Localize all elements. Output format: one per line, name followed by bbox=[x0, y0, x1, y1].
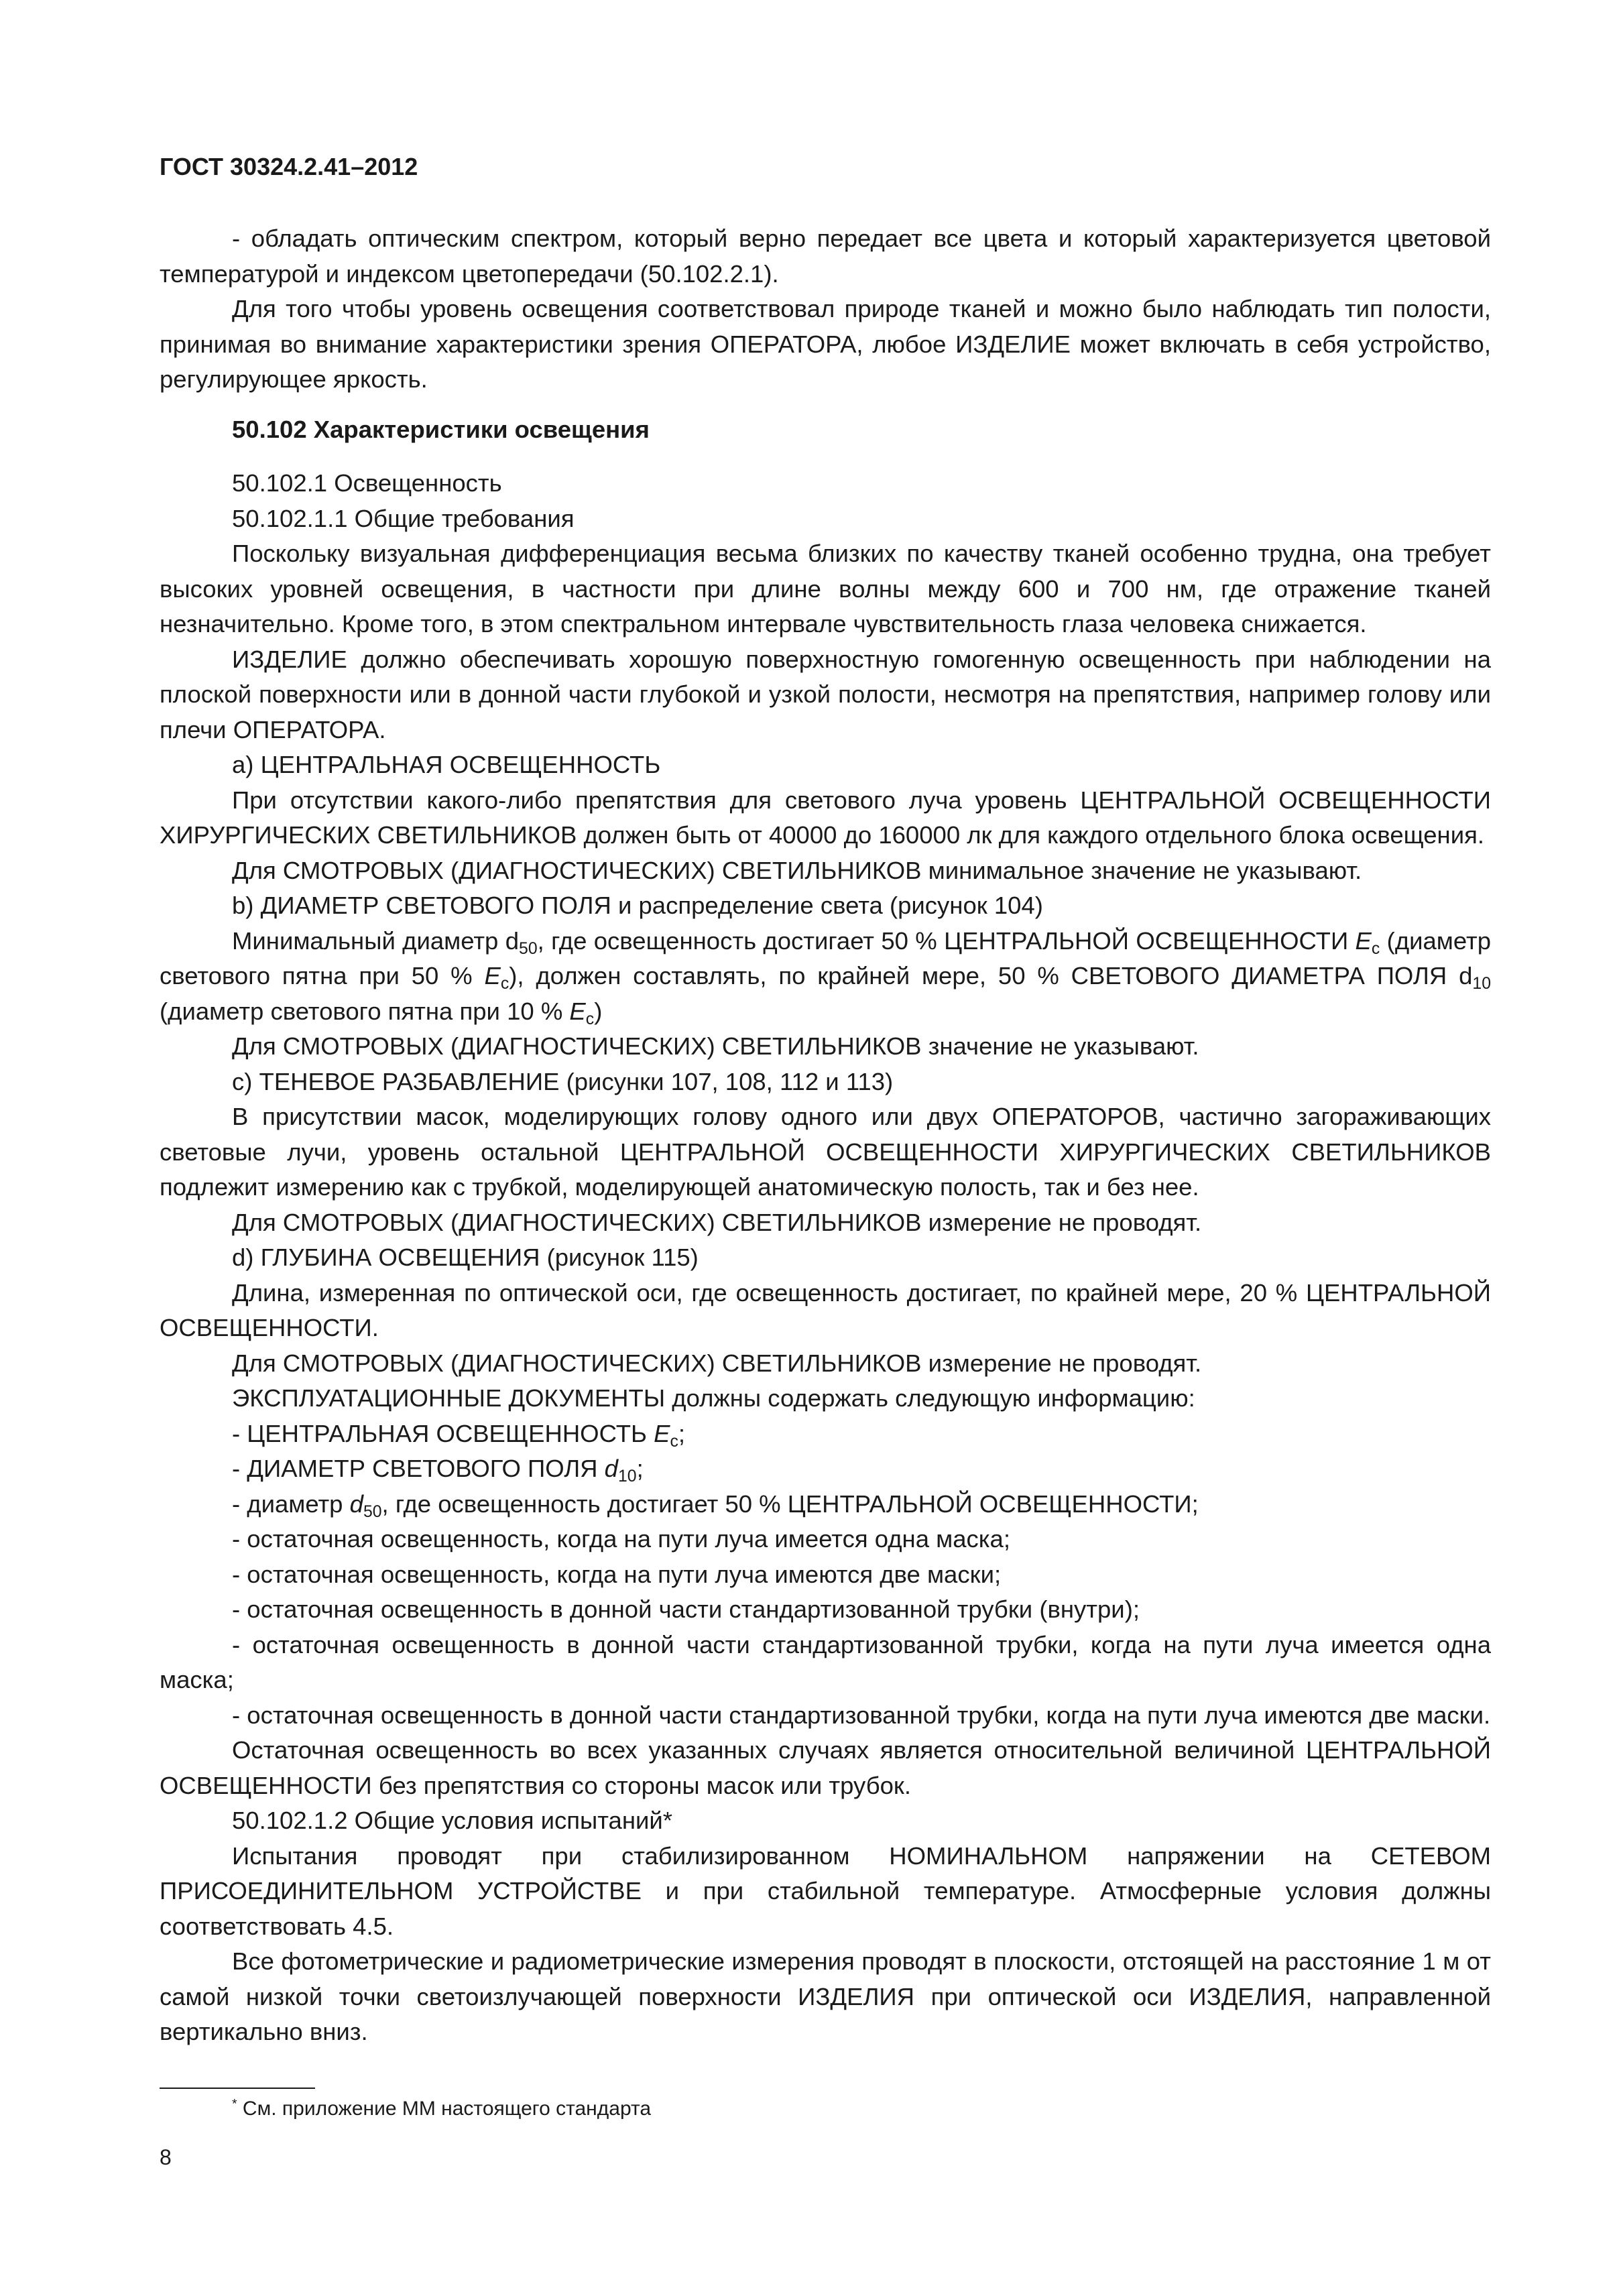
page-number: 8 bbox=[160, 2145, 172, 2169]
list-item-tube-one-mask: - остаточная освещенность в донной части стандартизованной трубки, когда на пути луча имеется одна маска; bbox=[160, 1630, 1491, 1693]
subsection-5010212: 50.102.1.2 Общие условия испытаний* bbox=[232, 1807, 672, 1834]
list-item-diameter-d50: - диаметр $d_{50}$, где освещенность достигает 50 % ЦЕНТРАЛЬНОЙ ОСВЕЩЕННОСТИ; bbox=[232, 1490, 1199, 1521]
paragraph-light-field-diameter: Минимальный диаметр $d_{50}$, где освещенность достигает 50 % ЦЕНТРАЛЬНОЙ ОСВЕЩЕННОСТИ $E_c$ (диаметр светового пятна при 50 % $E_c$), должен составлять, по крайней мере, 50 % СВЕТОВОГО ДИАМЕТРА ПОЛЯ $d_{10}$ (диаметр светового пятна при 10 % $E_c$) bbox=[160, 926, 1492, 1028]
footnote-separator bbox=[160, 2088, 315, 2089]
paragraph-central-illuminance: При отсутствии какого-либо препятствия для светового луча уровень ЦЕНТРАЛЬНОЙ ОСВЕЩЕННОСТИ ХИРУРГИЧЕСКИХ СВЕТИЛЬНИКОВ должен быть от 40000 до 160000 лк для каждого отдельного блока освещения. bbox=[160, 786, 1491, 849]
paragraph-b-diagnostic: Для СМОТРОВЫХ (ДИАГНОСТИЧЕСКИХ) СВЕТИЛЬНИКОВ значение не указывают. bbox=[232, 1032, 1199, 1060]
list-item-tube-two-masks: - остаточная освещенность в донной части стандартизованной трубки, когда на пути луча имеются две маски. bbox=[232, 1701, 1491, 1729]
footnote-mark: * bbox=[232, 2096, 237, 2112]
list-item-one-mask: - остаточная освещенность, когда на пути луча имеется одна маска; bbox=[232, 1525, 1010, 1553]
item-c-title: c) ТЕНЕВОЕ РАЗБАВЛЕНИЕ (рисунки 107, 108, 112 и 113) bbox=[232, 1067, 894, 1095]
list-item-tube-inside: - остаточная освещенность в донной части стандартизованной трубки (внутри); bbox=[232, 1595, 1140, 1623]
list-item-central-illuminance: - ЦЕНТРАЛЬНАЯ ОСВЕЩЕННОСТЬ $E_c$; bbox=[232, 1419, 686, 1451]
paragraph-brightness: Для того чтобы уровень освещения соответствовал природе тканей и можно было наблюдать тип полости, принимая во внимание характеристики зрения ОПЕРАТОРА, любое ИЗДЕЛИЕ может включать в себя устройство, регулирующее яркость. bbox=[160, 295, 1491, 393]
paragraph-spectrum: - обладать оптическим спектром, который верно передает все цвета и который характеризуется цветовой температурой и индексом цветопередачи (50.102.2.1). bbox=[160, 225, 1491, 288]
paragraph-a-diagnostic: Для СМОТРОВЫХ (ДИАГНОСТИЧЕСКИХ) СВЕТИЛЬНИКОВ минимальное значение не указывают. bbox=[232, 856, 1362, 884]
paragraph-c-diagnostic: Для СМОТРОВЫХ (ДИАГНОСТИЧЕСКИХ) СВЕТИЛЬНИКОВ измерение не проводят. bbox=[232, 1208, 1202, 1236]
paragraph-photometric: Все фотометрические и радиометрические измерения проводят в плоскости, отстоящей на расстояние 1 м от самой низкой точки светоизлучающей поверхности ИЗДЕЛИЯ при оптической оси ИЗДЕЛИЯ, направленной вертикально вниз. bbox=[160, 1947, 1491, 2045]
item-b-title: b) ДИАМЕТР СВЕТОВОГО ПОЛЯ и распределение света (рисунок 104) bbox=[232, 892, 1043, 919]
document-body bbox=[160, 221, 1491, 2050]
paragraph-d-diagnostic: Для СМОТРОВЫХ (ДИАГНОСТИЧЕСКИХ) СВЕТИЛЬНИКОВ измерение не проводят. bbox=[232, 1349, 1202, 1377]
paragraph-shadow-dilution: В присутствии масок, моделирующих голову одного или двух ОПЕРАТОРОВ, частично загораживающих световые лучи, уровень остальной ЦЕНТРАЛЬНОЙ ОСВЕЩЕННОСТИ ХИРУРГИЧЕСКИХ СВЕТИЛЬНИКОВ подлежит измерению как с трубкой, моделирующей анатомическую полость, так и без нее. bbox=[160, 1103, 1491, 1201]
footnote-text: См. приложение ММ настоящего стандарта bbox=[237, 2098, 652, 2120]
paragraph-homogeneous: ИЗДЕЛИЕ должно обеспечивать хорошую поверхностную гомогенную освещенность при наблюдении на плоской поверхности или в донной части глубокой и узкой полости, несмотря на препятствия, например голову или плечи ОПЕРАТОРА. bbox=[160, 645, 1491, 743]
list-item-field-diameter: - ДИАМЕТР СВЕТОВОГО ПОЛЯ $d_{10}$; bbox=[232, 1455, 644, 1486]
item-d-title: d) ГЛУБИНА ОСВЕЩЕНИЯ (рисунок 115) bbox=[232, 1244, 699, 1271]
paragraph-differentiation: Поскольку визуальная дифференциация весьма близких по качеству тканей особенно трудна, она требует высоких уровней освещения, в частности при длине волны между 600 и 700 нм, где отражение тканей незначительно. Кроме того, в этом спектральном интервале чувствительность глаза человека снижается. bbox=[160, 540, 1491, 638]
subsection-5010211: 50.102.1.1 Общие требования bbox=[232, 504, 575, 532]
footnote bbox=[232, 2096, 651, 2122]
item-a-title: a) ЦЕНТРАЛЬНАЯ ОСВЕЩЕННОСТЬ bbox=[232, 751, 661, 778]
paragraph-test-conditions: Испытания проводят при стабилизированном НОМИНАЛЬНОМ напряжении на СЕТЕВОМ ПРИСОЕДИНИТЕЛЬНОМ УСТРОЙСТВЕ и при стабильной температуре. Атмосферные условия должны соответствовать 4.5. bbox=[160, 1841, 1491, 1940]
paragraph-illumination-depth: Длина, измеренная по оптической оси, где освещенность достигает, по крайней мере, 20 % ЦЕНТРАЛЬНОЙ ОСВЕЩЕННОСТИ. bbox=[160, 1278, 1491, 1341]
paragraph-residual: Остаточная освещенность во всех указанных случаях является относительной величиной ЦЕНТРАЛЬНОЙ ОСВЕЩЕННОСТИ без препятствия со стороны масок или трубок. bbox=[160, 1736, 1491, 1799]
section-heading-50102: 50.102 Характеристики освещения bbox=[232, 415, 650, 443]
list-item-two-masks: - остаточная освещенность, когда на пути луча имеются две маски; bbox=[232, 1560, 1002, 1588]
subsection-501021: 50.102.1 Освещенность bbox=[232, 469, 502, 497]
document-header: ГОСТ 30324.2.41–2012 bbox=[160, 153, 418, 180]
paragraph-operating-docs: ЭКСПЛУАТАЦИОННЫЕ ДОКУМЕНТЫ должны содержать следующую информацию: bbox=[232, 1384, 1195, 1412]
